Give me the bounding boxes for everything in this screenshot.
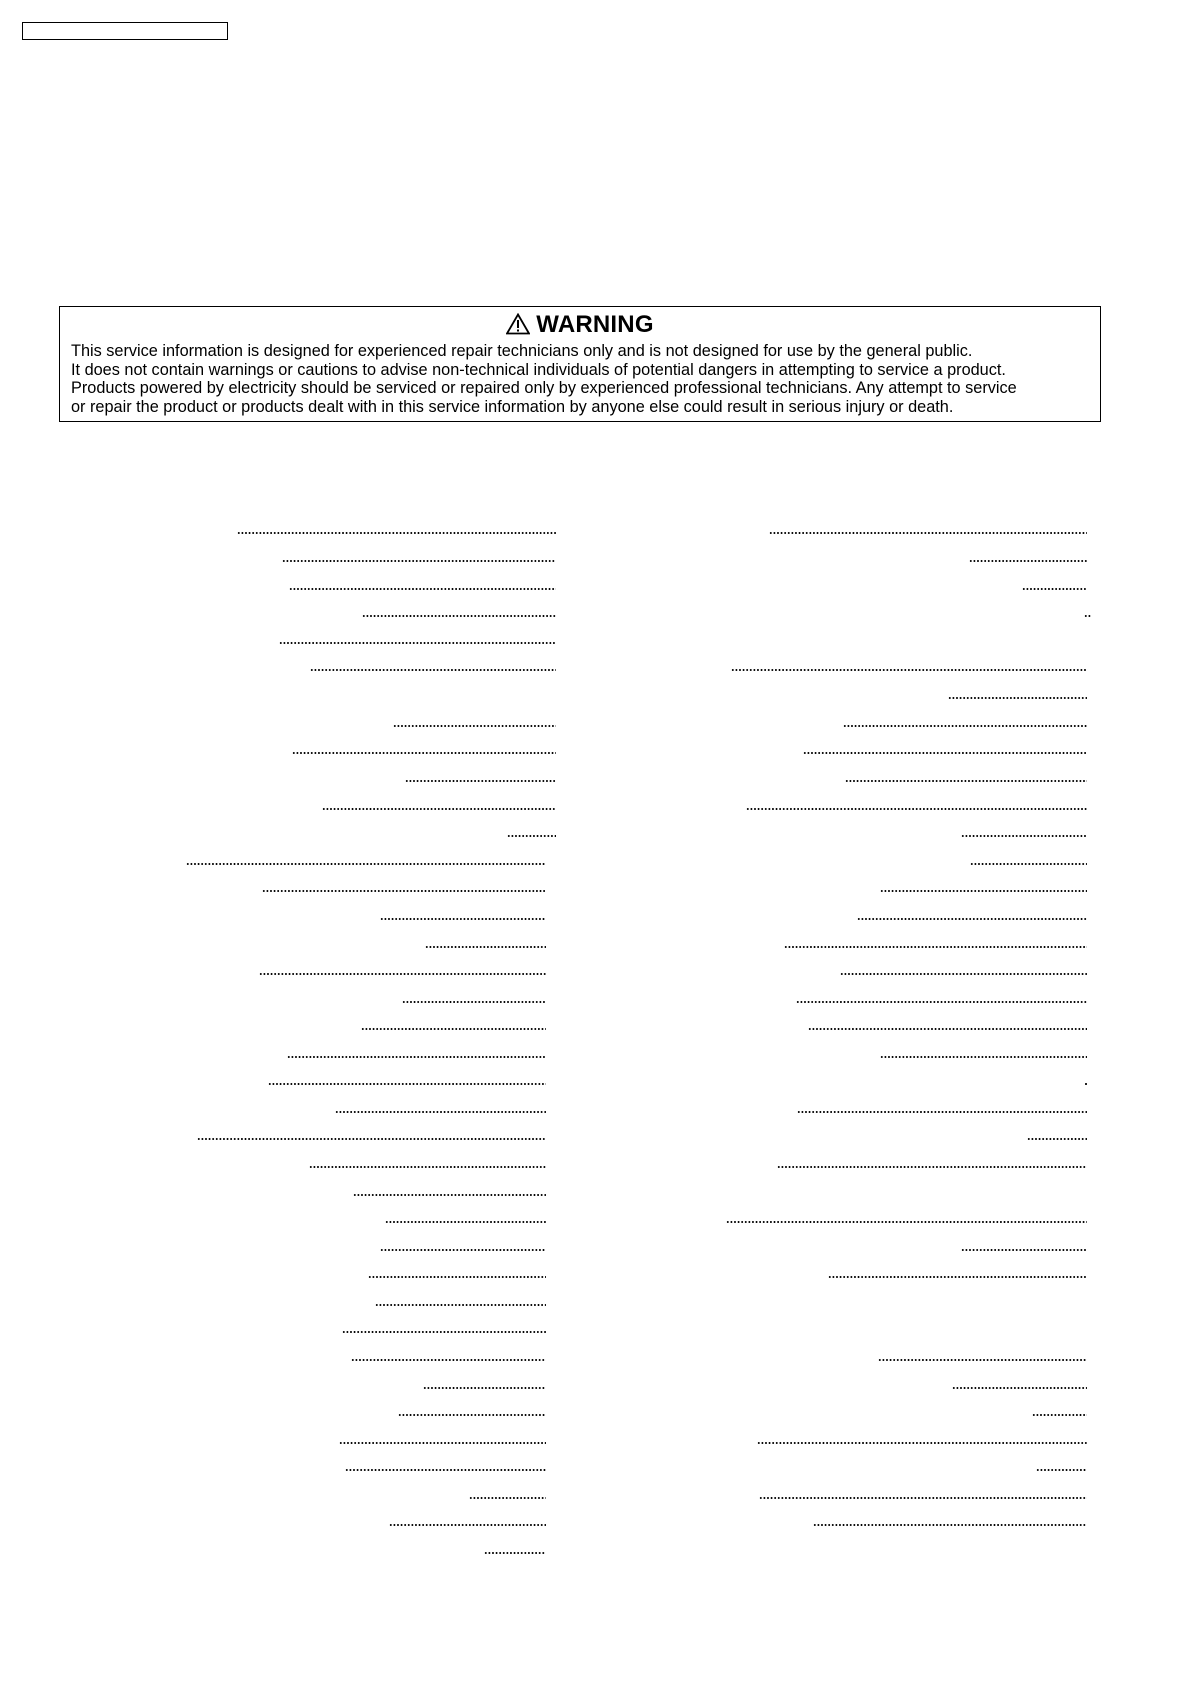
toc-dot-leader-left: [335, 1111, 546, 1113]
warning-body: [71, 342, 1017, 416]
warning-line: This service information is designed for experienced repair technicians only and is not designed for use by the general public.: [71, 342, 973, 360]
toc-dot-leader-right: [880, 890, 1087, 892]
toc-dot-leader-right: [726, 1221, 1087, 1223]
toc-dot-leader-left: [259, 973, 546, 975]
warning-triangle-icon: [506, 313, 530, 335]
toc-dot-leader-right: [777, 1166, 1087, 1168]
warning-line: It does not contain warnings or cautions to advise non-technical individuals of potential dangers in attempting to service a product.: [71, 360, 1006, 379]
toc-dot-leader-right: [878, 1359, 1087, 1361]
warning-title: [60, 311, 1100, 339]
toc-dot-leader-left: [279, 642, 556, 644]
toc-dot-leader-left: [353, 1194, 546, 1196]
toc-dot-leader-right: [803, 752, 1087, 754]
toc-dot-leader-left: [309, 1166, 546, 1168]
toc-dot-leader-left: [380, 918, 546, 920]
toc-dot-leader-right: [813, 1524, 1087, 1526]
toc-dot-leader-left: [375, 1304, 546, 1306]
toc-dot-leader-left: [342, 1331, 546, 1333]
toc-dot-leader-left: [237, 532, 556, 534]
toc-dot-leader-left: [380, 1249, 546, 1251]
toc-dot-leader-right: [757, 1442, 1087, 1444]
toc-dot-leader-left: [398, 1414, 546, 1416]
toc-dot-leader-left: [262, 890, 546, 892]
toc-dot-leader-left: [402, 1001, 546, 1003]
toc-dot-leader-left: [197, 1138, 546, 1140]
toc-dot-leader-right: [843, 725, 1087, 727]
toc-dot-leader-left: [484, 1552, 546, 1554]
toc-dot-leader-left: [425, 946, 546, 948]
toc-dot-leader-right: [961, 1249, 1087, 1251]
toc-dot-leader-right: [828, 1276, 1087, 1278]
toc-dot-leader-left: [287, 1056, 546, 1058]
toc-dot-leader-left: [469, 1497, 546, 1499]
toc-dot-leader-right: [731, 669, 1087, 671]
toc-dot-leader-right: [1032, 1414, 1087, 1416]
toc-dot-leader-right: [797, 1111, 1087, 1113]
toc-dot-leader-right: [948, 697, 1087, 699]
toc-dot-leader-left: [385, 1221, 546, 1223]
toc-dot-leader-left: [368, 1276, 546, 1278]
toc-dot-leader-left: [310, 669, 556, 671]
warning-line: or repair the product or products dealt with in this service information by anyone else could result in serious injury or death.: [71, 397, 954, 416]
toc-dot-leader-right: [857, 918, 1087, 920]
toc-dot-leader-left: [268, 1083, 546, 1085]
toc-dot-leader-left: [292, 752, 556, 754]
toc-dot-leader-left: [423, 1387, 546, 1389]
toc-dot-leader-right: [961, 835, 1087, 837]
header-box: [22, 22, 228, 40]
toc-dot-leader-right: [840, 973, 1087, 975]
warning-title-text: WARNING: [536, 311, 654, 338]
toc-dot-leader-left: [322, 808, 556, 810]
toc-dot-leader-right: [759, 1497, 1087, 1499]
toc-dot-leader-right: [796, 1001, 1087, 1003]
warning-line: Products powered by electricity should be serviced or repaired only by experienced professional technicians. Any attempt to service: [71, 379, 1017, 398]
toc-dot-leader-left: [389, 1524, 546, 1526]
toc-dot-leader-left: [507, 835, 556, 837]
toc-dot-leader-right: [1084, 615, 1092, 617]
toc-dot-leader-left: [282, 560, 556, 562]
toc-dot-leader-right: [970, 863, 1087, 865]
toc-dot-leader-right: [845, 780, 1087, 782]
toc-dot-leader-right: [1027, 1138, 1087, 1140]
toc-dot-leader-right: [746, 808, 1087, 810]
toc-dot-leader-left: [351, 1359, 546, 1361]
toc-dot-leader-right: [1036, 1469, 1087, 1471]
toc-dot-leader-right: [1022, 588, 1087, 590]
toc-dot-leader-right: [808, 1028, 1087, 1030]
toc-dot-leader-left: [339, 1442, 546, 1444]
toc-dot-leader-right: [769, 532, 1087, 534]
toc-dot-leader-left: [405, 780, 556, 782]
toc-dot-leader-left: [393, 725, 556, 727]
toc-dot-leader-right: [1084, 1083, 1088, 1085]
toc-dot-leader-right: [784, 946, 1087, 948]
toc-dot-leader-left: [361, 1028, 546, 1030]
toc-dot-leader-right: [880, 1056, 1087, 1058]
toc-dot-leader-left: [186, 863, 546, 865]
toc-dot-leader-left: [345, 1469, 546, 1471]
toc-dot-leader-right: [952, 1387, 1087, 1389]
toc-dot-leader-left: [289, 588, 556, 590]
warning-box: [59, 306, 1101, 422]
toc-dot-leader-right: [969, 560, 1087, 562]
toc-dot-leader-left: [362, 615, 556, 617]
